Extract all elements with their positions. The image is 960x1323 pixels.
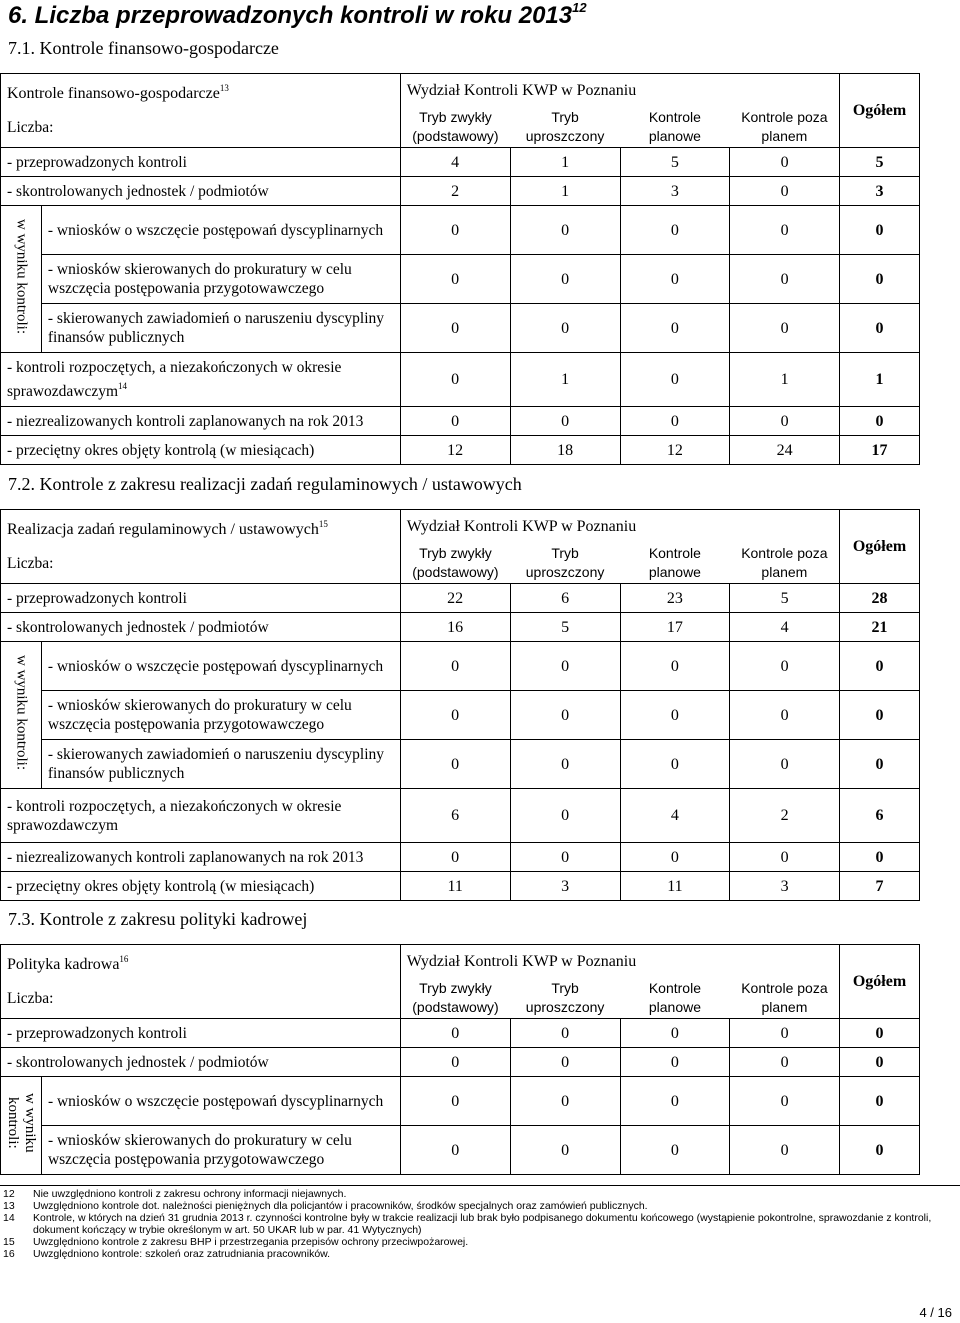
cell: 0 bbox=[510, 304, 620, 353]
cell: 2 bbox=[730, 789, 840, 843]
row-label: - kontroli rozpoczętych, a niezakończonych w okresie sprawozdawczym bbox=[1, 789, 401, 843]
cell: 0 bbox=[510, 206, 620, 255]
col-kontrole-poza: Kontrole poza planem bbox=[730, 108, 840, 148]
row-label: - wniosków o wszczęcie postępowań dyscyplinarnych bbox=[41, 642, 400, 691]
footnotes bbox=[0, 1188, 960, 1260]
cell: 5 bbox=[620, 148, 730, 177]
cell-total: 0 bbox=[840, 1048, 920, 1077]
row-label: - przeciętny okres objęty kontrolą (w miesiącach) bbox=[1, 436, 401, 465]
table-row bbox=[1, 353, 920, 407]
footnote: 12 Nie uwzględniono kontroli z zakresu ochrony informacji niejawnych. bbox=[3, 1188, 347, 1200]
table-row bbox=[1, 407, 920, 436]
table-row bbox=[1, 304, 920, 353]
cell: 5 bbox=[510, 613, 620, 642]
cell: 0 bbox=[510, 1019, 620, 1048]
table-title: Kontrole finansowo-gospodarcze$^{13}$ bbox=[1, 74, 401, 108]
cell-total: 1 bbox=[840, 353, 920, 407]
cell: 0 bbox=[400, 843, 510, 872]
col-tryb-zwykly: Tryb zwykły (podstawowy) bbox=[400, 108, 510, 148]
cell: 0 bbox=[510, 1077, 620, 1126]
cell: 6 bbox=[400, 789, 510, 843]
cell: 0 bbox=[510, 407, 620, 436]
cell: 24 bbox=[730, 436, 840, 465]
cell: 0 bbox=[400, 304, 510, 353]
footnote: 14 Kontrole, w których na dzień 31 grudnia 2013 r. czynności kontrolne były w trakcie realizacji lub brak było podpisanego dokumentu końcowego (wystąpienie pokontrolne, sprawozdanie z kontroli, dokument kończący w trybie określonym w art. 50 UKAR lub w par. 41 Wytycznych) bbox=[3, 1212, 932, 1236]
cell: 3 bbox=[510, 872, 620, 901]
cell-total: 3 bbox=[840, 177, 920, 206]
ogolem-header: Ogółem bbox=[840, 510, 920, 584]
cell: 4 bbox=[400, 148, 510, 177]
cell: 0 bbox=[730, 1077, 840, 1126]
col-kontrole-poza: Kontrole poza planem bbox=[730, 544, 840, 584]
table-regulaminowe bbox=[0, 509, 920, 901]
cell: 5 bbox=[730, 584, 840, 613]
table-row bbox=[1, 613, 920, 642]
page-heading: 6. Liczba przeprowadzonych kontroli w roku 2013$^{12}$ bbox=[8, 0, 587, 29]
row-label: - skierowanych zawiadomień o naruszeniu dyscypliny finansów publicznych bbox=[41, 304, 400, 353]
cell: 4 bbox=[620, 789, 730, 843]
cell: 6 bbox=[510, 584, 620, 613]
cell-total: 0 bbox=[840, 304, 920, 353]
cell-total: 7 bbox=[840, 872, 920, 901]
cell: 0 bbox=[730, 691, 840, 740]
row-label: - niezrealizowanych kontroli zaplanowanych na rok 2013 bbox=[1, 843, 401, 872]
section-heading-7-1: 7.1. Kontrole finansowo-gospodarcze bbox=[8, 38, 279, 58]
row-label: - wniosków skierowanych do prokuratury w celu wszczęcia postępowania przygotowawczego bbox=[41, 691, 400, 740]
liczba-label: Liczba: bbox=[1, 544, 401, 584]
cell: 0 bbox=[730, 304, 840, 353]
cell-total: 0 bbox=[840, 691, 920, 740]
cell: 0 bbox=[510, 642, 620, 691]
cell: 16 bbox=[400, 613, 510, 642]
row-label: - przeprowadzonych kontroli bbox=[1, 1019, 401, 1048]
cell: 0 bbox=[400, 1077, 510, 1126]
table-row bbox=[1, 1019, 920, 1048]
cell: 0 bbox=[400, 1019, 510, 1048]
cell-total: 28 bbox=[840, 584, 920, 613]
cell: 2 bbox=[400, 177, 510, 206]
wydzial-header: Wydział Kontroli KWP w Poznaniu bbox=[400, 945, 839, 979]
table-row bbox=[1, 436, 920, 465]
table-row bbox=[1, 843, 920, 872]
col-tryb-zwykly: Tryb zwykły (podstawowy) bbox=[400, 544, 510, 584]
cell: 4 bbox=[730, 613, 840, 642]
cell: 0 bbox=[400, 407, 510, 436]
cell: 0 bbox=[620, 304, 730, 353]
table-row bbox=[1, 1048, 920, 1077]
cell: 0 bbox=[730, 1048, 840, 1077]
cell: 0 bbox=[730, 1126, 840, 1175]
table-row bbox=[1, 255, 920, 304]
row-label: - wniosków skierowanych do prokuratury w celu wszczęcia postępowania przygotowawczego bbox=[41, 255, 400, 304]
col-tryb-uproszczony: Tryb uproszczony bbox=[510, 108, 620, 148]
footnote-divider bbox=[0, 1185, 960, 1186]
cell-total: 5 bbox=[840, 148, 920, 177]
table-row bbox=[1, 872, 920, 901]
cell: 0 bbox=[400, 206, 510, 255]
cell: 0 bbox=[620, 642, 730, 691]
cell-total: 21 bbox=[840, 613, 920, 642]
cell: 0 bbox=[620, 206, 730, 255]
cell: 17 bbox=[620, 613, 730, 642]
ogolem-header: Ogółem bbox=[840, 945, 920, 1019]
cell: 12 bbox=[620, 436, 730, 465]
row-label: - przeprowadzonych kontroli bbox=[1, 148, 401, 177]
row-label: - wniosków skierowanych do prokuratury w celu wszczęcia postępowania przygotowawczego bbox=[41, 1126, 400, 1175]
cell-total: 0 bbox=[840, 843, 920, 872]
col-kontrole-planowe: Kontrole planowe bbox=[620, 979, 730, 1019]
table-row bbox=[1, 148, 920, 177]
cell: 18 bbox=[510, 436, 620, 465]
ogolem-header: Ogółem bbox=[840, 74, 920, 148]
cell: 0 bbox=[510, 1048, 620, 1077]
cell: 0 bbox=[400, 1126, 510, 1175]
cell-total: 0 bbox=[840, 1019, 920, 1048]
wydzial-header: Wydział Kontroli KWP w Poznaniu bbox=[400, 74, 839, 108]
liczba-label: Liczba: bbox=[1, 108, 401, 148]
cell: 0 bbox=[620, 407, 730, 436]
cell: 0 bbox=[400, 691, 510, 740]
cell: 0 bbox=[730, 255, 840, 304]
table-finansowo-gospodarcze bbox=[0, 73, 920, 465]
cell: 0 bbox=[510, 843, 620, 872]
cell-total: 0 bbox=[840, 1077, 920, 1126]
cell: 0 bbox=[620, 1048, 730, 1077]
footnote: 16 Uwzględniono kontrole: szkoleń oraz zatrudniania pracowników. bbox=[3, 1248, 331, 1260]
cell-total: 0 bbox=[840, 407, 920, 436]
liczba-label: Liczba: bbox=[1, 979, 401, 1019]
row-label: - kontroli rozpoczętych, a niezakończonych w okresie sprawozdawczym$^{14}$ bbox=[1, 353, 401, 407]
row-label: - przeciętny okres objęty kontrolą (w miesiącach) bbox=[1, 872, 401, 901]
table-polityka-kadrowa bbox=[0, 944, 920, 1175]
cell: 0 bbox=[620, 691, 730, 740]
side-label: w wyniku kontroli: bbox=[1, 206, 42, 353]
table-row bbox=[1, 206, 920, 255]
page-number: 4 / 16 bbox=[919, 1305, 952, 1320]
table-row bbox=[1, 642, 920, 691]
cell: 0 bbox=[730, 843, 840, 872]
cell: 23 bbox=[620, 584, 730, 613]
col-kontrole-planowe: Kontrole planowe bbox=[620, 544, 730, 584]
cell: 0 bbox=[400, 255, 510, 304]
cell-total: 0 bbox=[840, 740, 920, 789]
table-title: Polityka kadrowa$^{16}$ bbox=[1, 945, 401, 979]
col-tryb-uproszczony: Tryb uproszczony bbox=[510, 979, 620, 1019]
cell: 0 bbox=[730, 206, 840, 255]
cell: 11 bbox=[400, 872, 510, 901]
cell: 0 bbox=[730, 148, 840, 177]
cell: 3 bbox=[730, 872, 840, 901]
cell: 0 bbox=[620, 1077, 730, 1126]
cell: 0 bbox=[510, 691, 620, 740]
side-label: w wyniku kontroli: bbox=[1, 1077, 42, 1175]
section-heading-7-3: 7.3. Kontrole z zakresu polityki kadrowej bbox=[8, 909, 308, 929]
footnote: 15 Uwzględniono kontrole z zakresu BHP i przestrzegania przepisów ochrony przeciwpożarowej. bbox=[3, 1236, 469, 1248]
cell: 0 bbox=[400, 1048, 510, 1077]
footnote: 13 Uwzględniono kontrole dot. należności pieniężnych dla policjantów i pracowników, środków specjalnych oraz zamówień publicznych. bbox=[3, 1200, 648, 1212]
row-label: - skontrolowanych jednostek / podmiotów bbox=[1, 1048, 401, 1077]
table-row bbox=[1, 1126, 920, 1175]
cell: 22 bbox=[400, 584, 510, 613]
cell: 0 bbox=[510, 789, 620, 843]
col-kontrole-poza: Kontrole poza planem bbox=[730, 979, 840, 1019]
row-label: - skierowanych zawiadomień o naruszeniu dyscypliny finansów publicznych bbox=[41, 740, 400, 789]
cell: 0 bbox=[400, 642, 510, 691]
cell: 0 bbox=[510, 255, 620, 304]
cell: 0 bbox=[730, 407, 840, 436]
row-label: - wniosków o wszczęcie postępowań dyscyplinarnych bbox=[41, 206, 400, 255]
row-label: - przeprowadzonych kontroli bbox=[1, 584, 401, 613]
table-row bbox=[1, 584, 920, 613]
col-kontrole-planowe: Kontrole planowe bbox=[620, 108, 730, 148]
cell: 3 bbox=[620, 177, 730, 206]
cell: 1 bbox=[510, 177, 620, 206]
cell: 0 bbox=[620, 740, 730, 789]
section-heading-7-2: 7.2. Kontrole z zakresu realizacji zadań regulaminowych / ustawowych bbox=[8, 474, 522, 494]
cell: 1 bbox=[510, 353, 620, 407]
col-tryb-uproszczony: Tryb uproszczony bbox=[510, 544, 620, 584]
cell: 0 bbox=[730, 740, 840, 789]
cell: 0 bbox=[400, 353, 510, 407]
cell: 0 bbox=[620, 1126, 730, 1175]
row-label: - skontrolowanych jednostek / podmiotów bbox=[1, 177, 401, 206]
col-tryb-zwykly: Tryb zwykły (podstawowy) bbox=[400, 979, 510, 1019]
cell-total: 0 bbox=[840, 642, 920, 691]
cell: 0 bbox=[620, 843, 730, 872]
cell-total: 0 bbox=[840, 255, 920, 304]
cell: 1 bbox=[730, 353, 840, 407]
row-label: - niezrealizowanych kontroli zaplanowanych na rok 2013 bbox=[1, 407, 401, 436]
cell: 0 bbox=[400, 740, 510, 789]
table-row bbox=[1, 177, 920, 206]
cell: 0 bbox=[620, 1019, 730, 1048]
cell: 11 bbox=[620, 872, 730, 901]
cell: 0 bbox=[730, 1019, 840, 1048]
table-row bbox=[1, 740, 920, 789]
cell: 0 bbox=[510, 740, 620, 789]
cell: 0 bbox=[620, 353, 730, 407]
cell: 0 bbox=[730, 177, 840, 206]
cell-total: 17 bbox=[840, 436, 920, 465]
cell: 0 bbox=[730, 642, 840, 691]
cell-total: 0 bbox=[840, 206, 920, 255]
table-title: Realizacja zadań regulaminowych / ustawowych$^{15}$ bbox=[1, 510, 401, 544]
row-label: - wniosków o wszczęcie postępowań dyscyplinarnych bbox=[41, 1077, 400, 1126]
table-row bbox=[1, 691, 920, 740]
side-label: w wyniku kontroli: bbox=[1, 642, 42, 789]
cell: 1 bbox=[510, 148, 620, 177]
cell: 0 bbox=[620, 255, 730, 304]
table-row bbox=[1, 789, 920, 843]
table-row bbox=[1, 1077, 920, 1126]
cell-total: 0 bbox=[840, 1126, 920, 1175]
cell: 12 bbox=[400, 436, 510, 465]
row-label: - skontrolowanych jednostek / podmiotów bbox=[1, 613, 401, 642]
wydzial-header: Wydział Kontroli KWP w Poznaniu bbox=[400, 510, 839, 544]
cell-total: 6 bbox=[840, 789, 920, 843]
cell: 0 bbox=[510, 1126, 620, 1175]
